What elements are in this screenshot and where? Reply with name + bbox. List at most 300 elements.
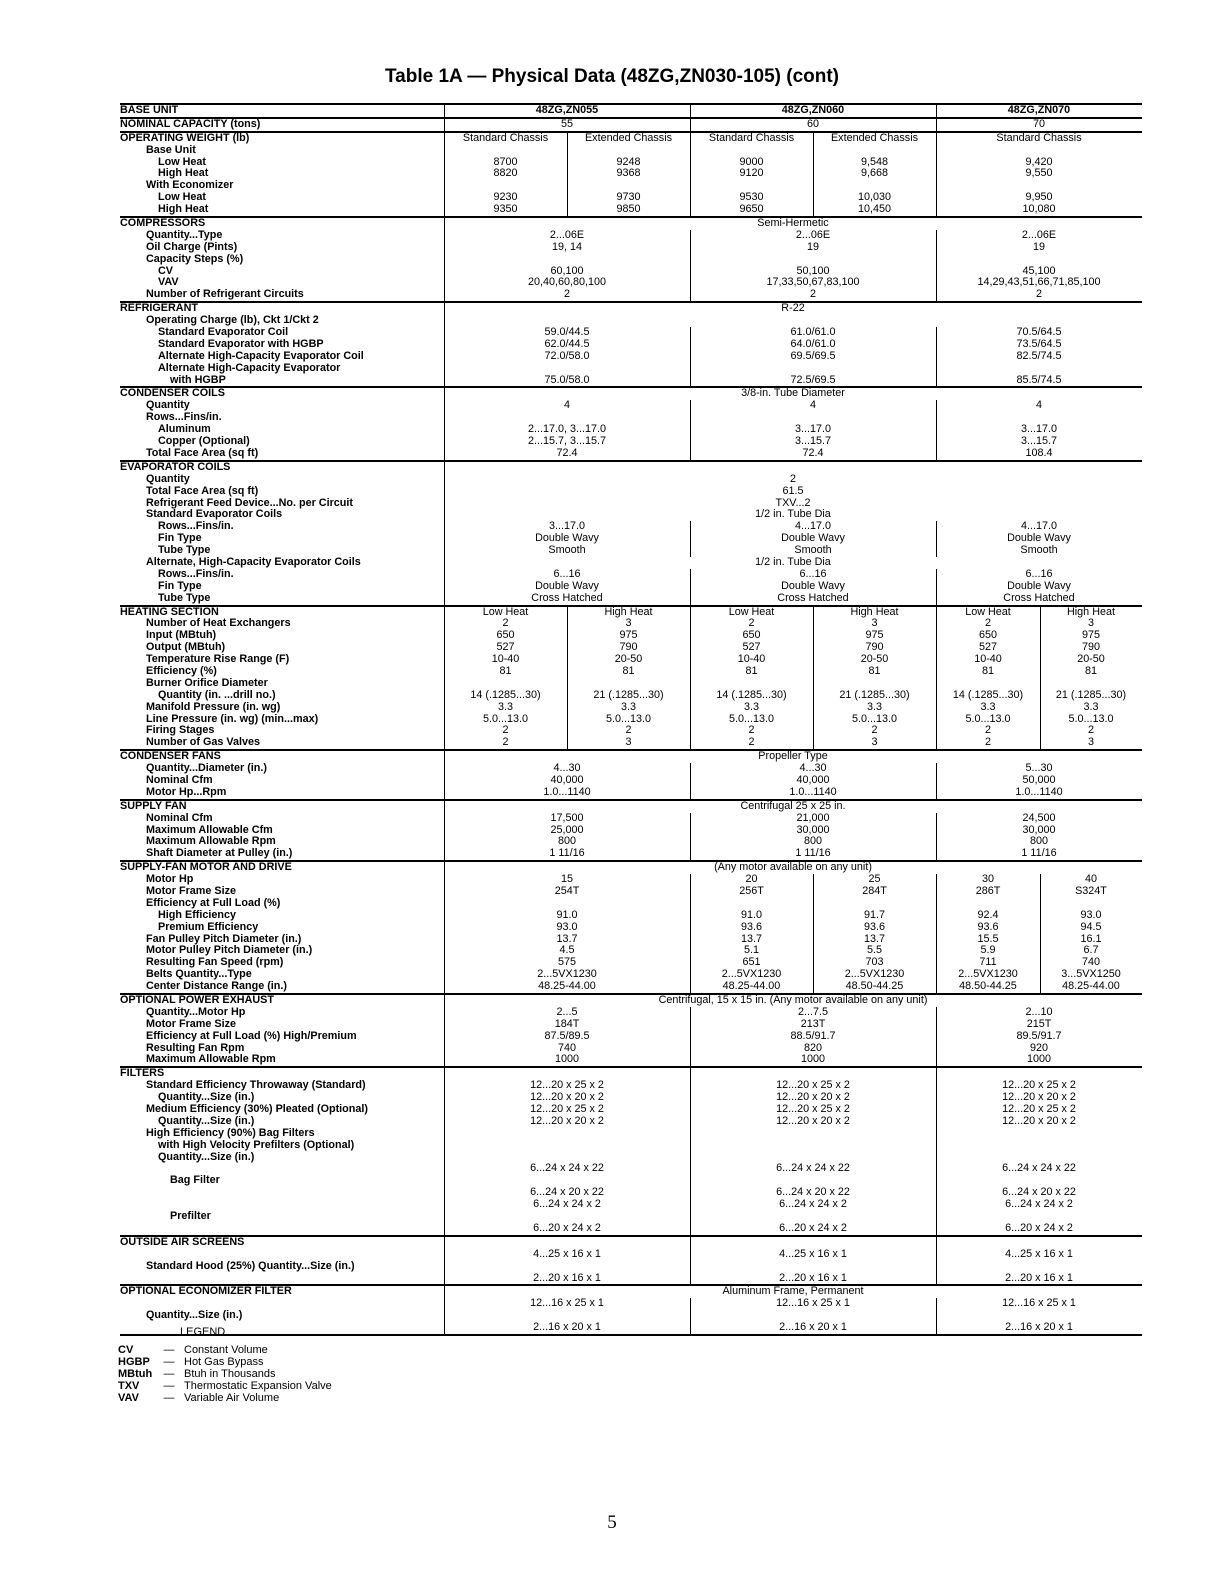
page-number: 5	[607, 1512, 617, 1533]
legend-key: VAV	[118, 1392, 139, 1404]
table-cell: 9248	[616, 156, 641, 168]
row-label: CONDENSER FANS	[120, 751, 221, 763]
label-divider	[444, 1068, 445, 1235]
row-label: High Efficiency (90%) Bag Filters	[146, 1127, 315, 1139]
table-cell: Double Wavy	[1007, 533, 1071, 545]
table-cell: 527	[496, 642, 515, 654]
table-row	[120, 289, 1142, 301]
table-cell: 6...16	[1025, 568, 1053, 580]
label-divider	[444, 1286, 445, 1334]
table-cell: 790	[1081, 642, 1100, 654]
legend-key: TXV	[118, 1380, 140, 1392]
table-cell: 740	[1081, 957, 1100, 969]
table-row	[120, 1080, 1142, 1092]
table-cell: 12...20 x 25 x 2	[776, 1104, 850, 1116]
row-label: Premium Efficiency	[158, 921, 259, 933]
label-divider	[444, 607, 445, 750]
table-row	[120, 1054, 1142, 1066]
label-divider	[444, 119, 445, 131]
table-cell: 3	[1087, 618, 1094, 630]
row-label: REFRIGERANT	[120, 303, 198, 315]
legend-dash: —	[163, 1368, 175, 1380]
table-cell: 6...16	[799, 568, 827, 580]
column-divider	[936, 521, 937, 557]
table-row	[120, 801, 1142, 813]
row-label: Maximum Allowable Rpm	[146, 836, 276, 848]
table-cell: 40,000	[796, 774, 830, 786]
table-cell: 19, 14	[551, 241, 583, 253]
table-cell: 4...25 x 16 x 1	[1005, 1248, 1073, 1260]
table-row	[120, 1237, 1142, 1249]
column-divider	[690, 119, 691, 131]
table-cell: 12...16 x 25 x 1	[1002, 1298, 1076, 1310]
label-divider	[444, 862, 445, 993]
table-cell: 64.0/61.0	[790, 338, 836, 350]
table-row	[120, 1223, 1142, 1235]
table-cell: 62.0/44.5	[544, 338, 590, 350]
table-cell: 12...20 x 25 x 2	[530, 1104, 604, 1116]
label-divider	[444, 388, 445, 459]
table-cell: 9,950	[1025, 192, 1053, 204]
column-divider	[936, 400, 937, 460]
table-row	[120, 1116, 1142, 1128]
row-label: Fin Type	[158, 580, 202, 592]
table-cell: 2...5VX1230	[721, 969, 782, 981]
table-cell: 70	[1032, 118, 1045, 130]
row-label: Nominal Cfm	[146, 812, 213, 824]
column-divider	[936, 1237, 937, 1285]
row-label	[120, 1249, 444, 1261]
table-row	[120, 363, 1142, 375]
table-cell: 14 (.1285...30)	[952, 689, 1024, 701]
table-cell: 15	[560, 874, 573, 886]
table-cell: Smooth	[548, 545, 586, 557]
table-cell: 6...20 x 24 x 2	[533, 1222, 601, 1234]
column-divider	[936, 813, 937, 861]
table-row	[120, 486, 1142, 498]
table-cell: 40,000	[550, 774, 584, 786]
table-cell: 61.5	[782, 485, 804, 497]
row-label: Quantity...Size (in.)	[158, 1151, 255, 1163]
table-row	[120, 351, 1142, 363]
table-cell: 45,100	[1022, 265, 1056, 277]
table-cell: 60	[806, 118, 819, 130]
table-cell: 61.0/61.0	[790, 327, 836, 339]
table-row	[120, 119, 1142, 131]
table-row	[120, 277, 1142, 289]
table-cell: 50,100	[796, 265, 830, 277]
column-divider	[936, 119, 937, 131]
table-row	[120, 1092, 1142, 1104]
row-label: Standard Evaporator Coils	[146, 509, 283, 521]
table-cell: 6...24 x 20 x 22	[776, 1187, 850, 1199]
table-cell: 12...20 x 20 x 2	[1002, 1115, 1076, 1127]
legend-item	[118, 1368, 332, 1380]
table-cell: 1000	[1026, 1054, 1052, 1066]
table-cell: High Heat	[1066, 606, 1115, 618]
table-cell: 790	[865, 642, 884, 654]
table-cell: 5.0...13.0	[605, 713, 652, 725]
table-cell: 2	[984, 618, 991, 630]
table-cell: 8700	[493, 156, 518, 168]
label-divider	[444, 218, 445, 301]
table-row	[120, 1068, 1142, 1080]
table-row	[120, 557, 1142, 569]
row-label: Prefilter	[170, 1211, 211, 1223]
table-cell: 4	[809, 400, 816, 412]
row-label: Quantity	[146, 400, 190, 412]
table-cell: 650	[742, 630, 761, 642]
table-cell: 800	[557, 836, 576, 848]
table-cell: 2	[984, 725, 991, 737]
table-cell: 17,33,50,67,83,100	[766, 277, 860, 289]
table-cell: 3...5VX1250	[1061, 969, 1121, 981]
table-row	[120, 545, 1142, 557]
table-cell: 91.0	[740, 909, 762, 921]
table-row	[120, 725, 1142, 737]
table-cell: 3.3	[620, 701, 636, 713]
legend-item	[118, 1392, 332, 1404]
row-label: Aluminum	[158, 424, 211, 436]
row-label: HEATING SECTION	[120, 606, 219, 618]
table-cell: 2	[871, 725, 878, 737]
table-cell: TXV...2	[775, 497, 811, 509]
row-label: High Heat	[158, 204, 209, 216]
table-cell: 4...25 x 16 x 1	[779, 1248, 847, 1260]
table-row	[120, 168, 1142, 180]
row-label: Output (MBtuh)	[146, 642, 226, 654]
table-cell: 3	[625, 618, 632, 630]
table-cell: 60,100	[550, 265, 584, 277]
row-label: Medium Efficiency (30%) Pleated (Optional)	[146, 1104, 368, 1116]
table-row	[120, 618, 1142, 630]
table-cell: 25,000	[550, 824, 584, 836]
table-cell: 213T	[800, 1018, 826, 1030]
table-cell: 93.6	[977, 921, 999, 933]
table-cell: 703	[865, 957, 884, 969]
table-row	[120, 533, 1142, 545]
row-label: Firing Stages	[146, 725, 215, 737]
table-section	[120, 460, 1142, 605]
table-section	[120, 605, 1142, 750]
row-label: Bag Filter	[170, 1175, 220, 1187]
table-row	[120, 145, 1142, 157]
table-cell: 81	[499, 665, 512, 677]
row-label: with HGBP	[170, 374, 226, 386]
column-divider	[1040, 874, 1041, 993]
table-cell: 800	[1029, 836, 1048, 848]
table-cell: 3/8-in. Tube Diameter	[741, 388, 845, 400]
table-cell: 21 (.1285...30)	[1055, 689, 1127, 701]
legend-desc: Hot Gas Bypass	[184, 1356, 264, 1368]
column-divider	[567, 133, 568, 216]
table-cell: 6...24 x 24 x 22	[1002, 1163, 1076, 1175]
table-cell: 575	[557, 957, 576, 969]
row-label: Capacity Steps (%)	[146, 253, 244, 265]
table-cell: Extended Chassis	[830, 132, 919, 144]
row-label: Quantity...Size (in.)	[158, 1115, 255, 1127]
table-row	[120, 327, 1142, 339]
table-cell: 2...16 x 20 x 1	[533, 1322, 601, 1334]
table-cell: 6...16	[553, 568, 581, 580]
column-divider	[690, 230, 691, 301]
row-label: Base Unit	[146, 144, 196, 156]
column-divider	[936, 133, 937, 216]
row-label: CV	[158, 265, 173, 277]
table-cell: 800	[803, 836, 822, 848]
table-cell: 30,000	[796, 824, 830, 836]
table-cell: 4	[1035, 400, 1042, 412]
table-row	[120, 874, 1142, 886]
label-divider	[444, 303, 445, 386]
table-row	[120, 218, 1142, 230]
table-row	[120, 775, 1142, 787]
table-cell: 13.7	[863, 933, 885, 945]
table-cell: Low Heat	[965, 606, 1011, 618]
row-label: Number of Refrigerant Circuits	[146, 289, 304, 301]
table-section	[120, 103, 1142, 117]
table-cell: 10,030	[857, 192, 892, 204]
table-cell: 2	[789, 473, 796, 485]
legend-dash: —	[163, 1356, 175, 1368]
table-cell: 3.3	[497, 701, 513, 713]
row-label: Alternate, High-Capacity Evaporator Coils	[146, 556, 361, 568]
table-cell: 2...20 x 16 x 1	[533, 1272, 601, 1284]
table-cell: 19	[806, 241, 819, 253]
row-label: OPERATING WEIGHT (lb)	[120, 132, 250, 144]
table-cell: 3...17.0	[548, 521, 586, 533]
label-divider	[444, 105, 445, 117]
table-row	[120, 825, 1142, 837]
table-cell: 30,000	[1022, 824, 1056, 836]
table-cell: 17,500	[550, 812, 584, 824]
table-cell: 75.0/58.0	[544, 374, 590, 386]
table-cell: 48ZG,ZN060	[781, 105, 845, 116]
table-row	[120, 813, 1142, 825]
table-cell: 3.3	[866, 701, 882, 713]
table-row	[120, 1140, 1142, 1152]
table-row	[120, 339, 1142, 351]
table-cell: 1/2 in. Tube Dia	[755, 509, 831, 521]
legend-dash: —	[163, 1344, 175, 1356]
row-label: Operating Charge (lb), Ckt 1/Ckt 2	[146, 315, 319, 327]
row-label: Fan Pulley Pitch Diameter (in.)	[146, 933, 302, 945]
table-cell: 15.5	[977, 933, 999, 945]
table-row	[120, 569, 1142, 581]
column-divider	[1040, 607, 1041, 750]
table-cell: 5.0...13.0	[482, 713, 529, 725]
table-row	[120, 787, 1142, 799]
table-cell: 6...24 x 20 x 22	[1002, 1187, 1076, 1199]
table-cell: Aluminum Frame, Permanent	[722, 1286, 864, 1298]
table-row	[120, 192, 1142, 204]
table-cell: 21 (.1285...30)	[593, 689, 664, 701]
row-label: Efficiency at Full Load (%) High/Premium	[146, 1030, 357, 1042]
table-cell: 25	[868, 874, 881, 886]
table-row	[120, 581, 1142, 593]
label-divider	[444, 133, 445, 216]
table-cell: 13.7	[740, 933, 762, 945]
table-cell: 6...24 x 20 x 22	[530, 1187, 604, 1199]
legend-key: HGBP	[118, 1356, 150, 1368]
table-cell: 92.4	[977, 909, 999, 921]
table-row	[120, 424, 1142, 436]
table-cell: 5.0...13.0	[851, 713, 898, 725]
table-row	[120, 1043, 1142, 1055]
column-divider	[936, 874, 937, 993]
row-label: Rows...Fins/in.	[158, 521, 234, 533]
table-section	[120, 1235, 1142, 1285]
table-cell: 2...5	[556, 1006, 578, 1018]
table-cell: 2...20 x 16 x 1	[779, 1272, 847, 1284]
table-cell: 94.5	[1080, 921, 1102, 933]
column-divider	[936, 1298, 937, 1334]
table-cell: 87.5/89.5	[544, 1030, 590, 1042]
table-row	[120, 593, 1142, 605]
column-divider	[936, 1007, 937, 1067]
table-cell: 6...20 x 24 x 2	[1005, 1222, 1073, 1234]
table-cell: 20-50	[614, 654, 643, 666]
table-cell: 12...20 x 20 x 2	[530, 1092, 604, 1104]
table-cell: 12...20 x 20 x 2	[1002, 1092, 1076, 1104]
table-row	[120, 315, 1142, 327]
row-label: Motor Frame Size	[146, 1018, 236, 1030]
table-row	[120, 1152, 1142, 1164]
table-cell: 2...06E	[795, 229, 831, 241]
row-label: Quantity...Size (in.)	[158, 1092, 255, 1104]
row-label: OPTIONAL POWER EXHAUST	[120, 995, 274, 1007]
table-row	[120, 1261, 1142, 1273]
table-cell: 2...7.5	[797, 1006, 828, 1018]
table-cell: Propeller Type	[758, 751, 828, 763]
table-cell: 16.1	[1080, 933, 1102, 945]
table-cell: 8820	[493, 168, 518, 180]
table-row	[120, 388, 1142, 400]
table-cell: 1000	[800, 1054, 826, 1066]
table-cell: 184T	[554, 1018, 580, 1030]
row-label: Manifold Pressure (in. wg)	[146, 701, 281, 713]
table-cell: 650	[978, 630, 997, 642]
row-label: Total Face Area (sq ft)	[146, 485, 259, 497]
column-divider	[690, 327, 691, 387]
table-row	[120, 1019, 1142, 1031]
table-cell: Standard Chassis	[996, 132, 1082, 144]
table-cell: 286T	[975, 886, 1001, 897]
table-cell: 4...25 x 16 x 1	[533, 1248, 601, 1260]
table-row	[120, 412, 1142, 424]
legend-item	[118, 1356, 332, 1368]
row-label: BASE UNIT	[120, 105, 179, 116]
table-cell: 20-50	[860, 654, 889, 666]
column-divider	[690, 1007, 691, 1067]
table-cell: 48ZG,ZN070	[1007, 105, 1071, 116]
table-row	[120, 375, 1142, 387]
table-cell: 12...20 x 25 x 2	[1002, 1104, 1076, 1116]
table-cell: 2	[984, 737, 991, 749]
table-cell: 48ZG,ZN055	[535, 105, 599, 116]
row-label: FILTERS	[120, 1068, 165, 1080]
table-cell: 72.4	[802, 447, 824, 459]
table-row	[120, 521, 1142, 533]
table-cell: 527	[742, 642, 761, 654]
row-label: Tube Type	[158, 545, 211, 557]
row-label	[120, 1163, 444, 1175]
table-cell: 4...17.0	[1020, 521, 1058, 533]
legend-dash: —	[163, 1380, 175, 1392]
row-label: Input (MBtuh)	[146, 630, 217, 642]
table-cell: S324T	[1075, 886, 1107, 897]
column-divider	[567, 607, 568, 750]
row-label: High Heat	[158, 168, 209, 180]
table-row	[120, 230, 1142, 242]
legend-desc: Constant Volume	[184, 1344, 268, 1356]
table-cell: 9,550	[1025, 168, 1053, 180]
table-cell: 975	[865, 630, 884, 642]
legend-desc: Thermostatic Expansion Valve	[184, 1380, 332, 1392]
table-row	[120, 180, 1142, 192]
table-row	[120, 204, 1142, 216]
table-row	[120, 995, 1142, 1007]
row-label: Low Heat	[158, 192, 206, 204]
row-label: Standard Evaporator Coil	[158, 327, 289, 339]
table-cell: Low Heat	[482, 606, 529, 618]
column-divider	[690, 400, 691, 460]
column-divider	[690, 569, 691, 605]
row-label: Efficiency at Full Load (%)	[146, 897, 281, 909]
table-cell: 24,500	[1022, 812, 1056, 824]
table-cell: 91.7	[863, 909, 885, 921]
table-cell: 5...30	[1025, 763, 1053, 775]
table-cell: 920	[1029, 1042, 1048, 1054]
table-cell: 5.0...13.0	[965, 713, 1011, 725]
table-cell: 12...20 x 20 x 2	[776, 1092, 850, 1104]
table-row	[120, 133, 1142, 145]
legend-key: MBtuh	[118, 1368, 153, 1380]
table-cell: 3.3	[743, 701, 759, 713]
table-section	[120, 1066, 1142, 1234]
table-cell: 10,450	[857, 204, 892, 216]
table-row	[120, 400, 1142, 412]
table-cell: 9,548	[860, 156, 889, 168]
table-cell: R-22	[781, 303, 805, 315]
table-cell: 10-40	[737, 654, 766, 666]
table-row	[120, 1104, 1142, 1116]
table-cell: 81	[622, 665, 635, 677]
row-label: Center Distance Range (in.)	[146, 981, 287, 993]
table-cell: 5.9	[980, 945, 996, 957]
table-cell: 88.5/91.7	[790, 1030, 836, 1042]
row-label: Efficiency (%)	[146, 665, 217, 677]
row-label: Resulting Fan Rpm	[146, 1042, 245, 1054]
table-row	[120, 862, 1142, 874]
column-divider	[690, 133, 691, 216]
table-cell: 12...16 x 25 x 1	[776, 1298, 850, 1310]
table-cell: 254T	[554, 886, 580, 897]
table-cell: 3	[1087, 737, 1094, 749]
row-label: Alternate High-Capacity Evaporator Coil	[158, 350, 364, 362]
row-label: Quantity	[146, 473, 190, 485]
row-label: Maximum Allowable Rpm	[146, 1054, 276, 1066]
row-label: COMPRESSORS	[120, 218, 206, 230]
table-cell: 9230	[493, 192, 518, 204]
table-cell: 790	[619, 642, 638, 654]
table-row	[120, 1211, 1142, 1223]
table-cell: 48.25-44.00	[1062, 981, 1120, 993]
row-label: NOMINAL CAPACITY (tons)	[120, 118, 261, 130]
table-cell: 10-40	[974, 654, 1002, 666]
table-cell: Centrifugal, 15 x 15 in. (Any motor available on any unit)	[658, 995, 928, 1007]
table-cell: (Any motor available on any unit)	[714, 862, 872, 874]
